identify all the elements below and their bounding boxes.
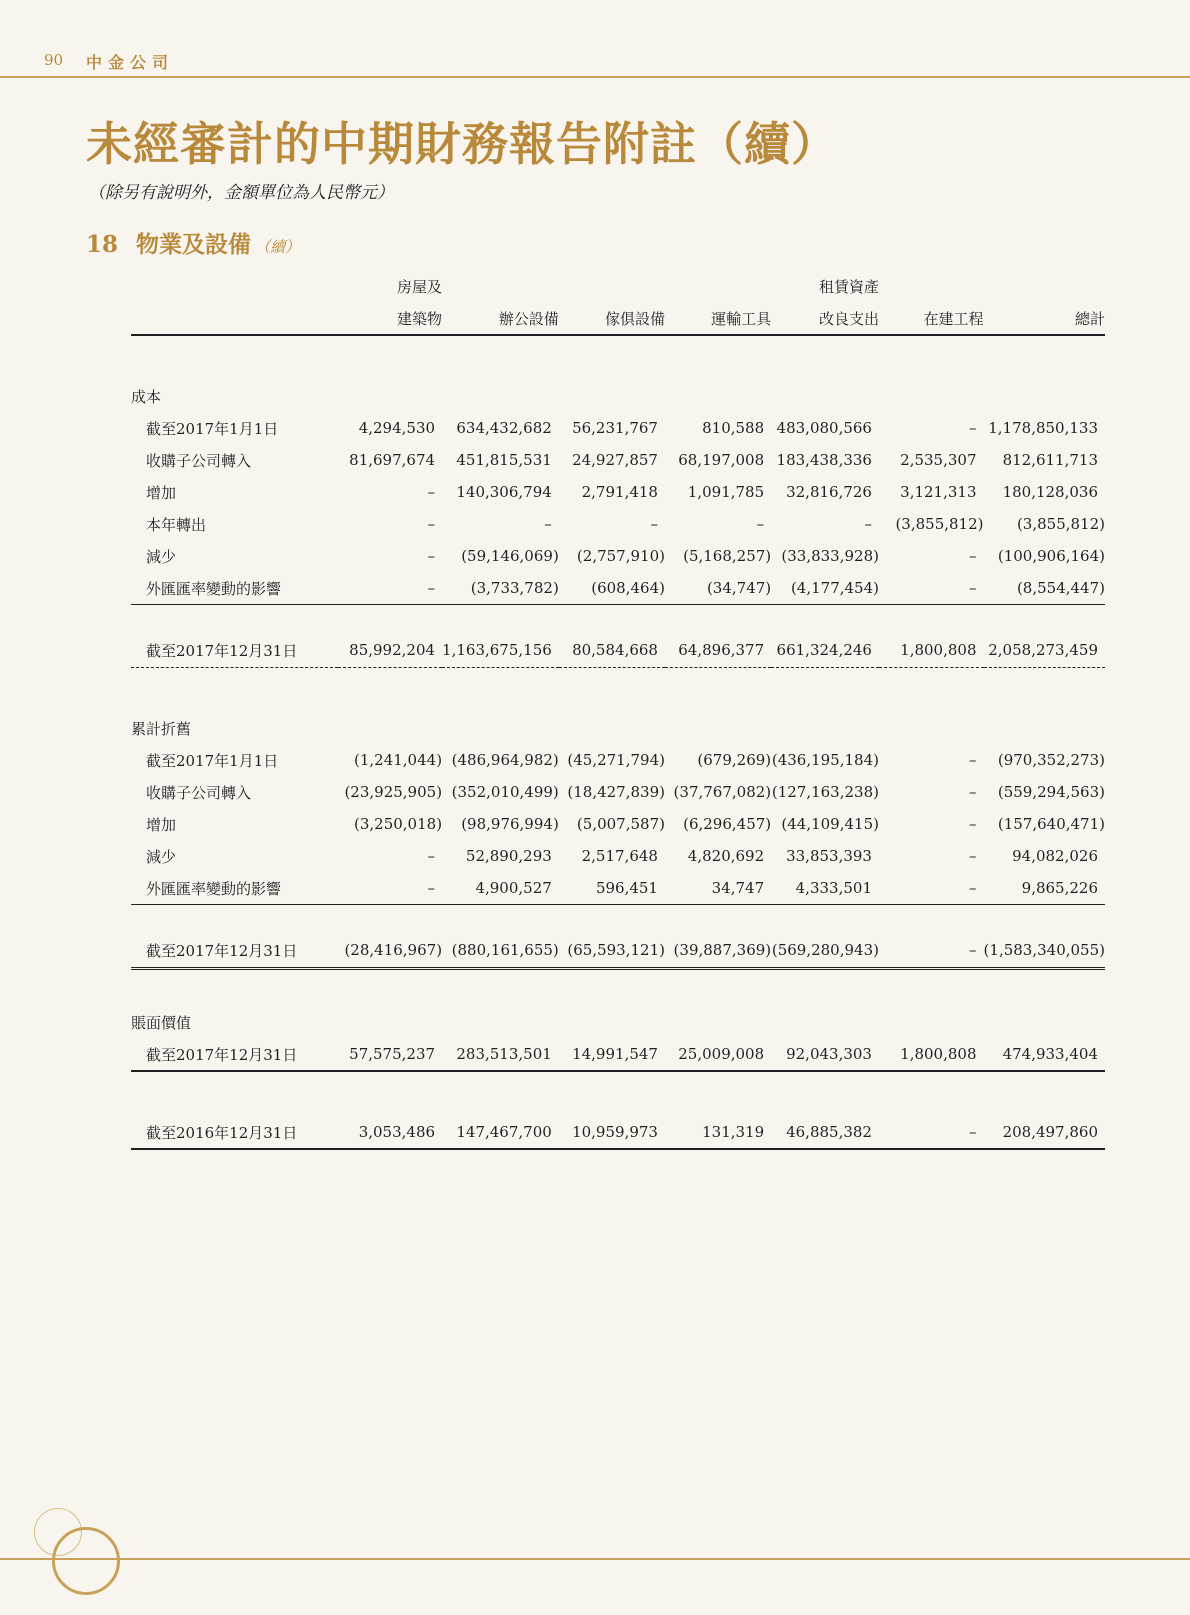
row-label: 增加 [146, 483, 177, 502]
table-cell: (436,195,184) [771, 751, 879, 769]
table-cell: – [427, 515, 436, 533]
table-cell: (679,269) [697, 751, 772, 769]
table-cell: 596,451 [559, 872, 665, 905]
table-row [131, 744, 1105, 776]
table-cell: (127,163,238) [771, 783, 879, 801]
table-cell: 140,306,794 [456, 483, 552, 501]
table-cell: (352,010,499) [451, 783, 559, 801]
table-cell: 4,294,530 [358, 419, 436, 437]
table-cell: 180,128,036 [1002, 483, 1098, 501]
table-cell: 9,865,226 [984, 872, 1106, 905]
page-subtitle: （除另有說明外，金額單位為人民幣元） [88, 183, 394, 203]
table-cell: 2,535,307 [900, 451, 977, 469]
table-cell: (880,161,655) [442, 933, 559, 969]
col-header: 運輸工具 [665, 302, 771, 335]
table-cell: – [969, 419, 977, 437]
table-cell: – [338, 872, 443, 905]
table-cell: 634,432,682 [456, 419, 552, 437]
section-continued: （續） [255, 238, 301, 256]
table-cell: (3,855,812) [1016, 515, 1105, 533]
table-cell: (1,583,340,055) [984, 933, 1106, 969]
table-cell: 14,991,547 [559, 1038, 665, 1071]
row-label: 收購子公司轉入 [146, 783, 252, 802]
table-row [131, 1038, 1105, 1071]
table-cell: 56,231,767 [572, 419, 658, 437]
table-cell: – [969, 547, 977, 565]
table-cell: – [427, 547, 436, 565]
table-cell: (23,925,905) [344, 783, 443, 801]
table-cell: (5,168,257) [683, 547, 772, 565]
row-label: 外匯匯率變動的影響 [131, 872, 338, 905]
table-cell: (28,416,967) [338, 933, 443, 969]
row-label: 截至2017年12月31日 [131, 1038, 338, 1071]
table-row [131, 572, 1105, 605]
section-heading [86, 226, 300, 259]
row-label: 外匯匯率變動的影響 [131, 572, 338, 605]
table-cell: (1,241,044) [354, 751, 443, 769]
table-row [131, 840, 1105, 872]
table-cell: 81,697,674 [349, 451, 436, 469]
table-cell: 3,053,486 [338, 1116, 443, 1149]
table-cell: (100,906,164) [997, 547, 1105, 565]
table-cell: – [879, 572, 984, 605]
row-label: 增加 [146, 815, 177, 834]
table-cell: (608,464) [559, 572, 665, 605]
table-cell: – [650, 515, 658, 533]
row-label: 收購子公司轉入 [146, 451, 252, 470]
table-cell: 52,890,293 [465, 847, 552, 865]
header-rule [0, 76, 1190, 78]
table-row [131, 444, 1105, 476]
table-cell: (4,177,454) [771, 572, 879, 605]
table-cell: (39,887,369) [665, 933, 771, 969]
row-label: 減少 [146, 547, 177, 566]
table-cell: – [969, 815, 977, 833]
table-cell: 85,992,204 [338, 633, 443, 668]
table-cell: 661,324,246 [771, 633, 879, 668]
table-cell: 147,467,700 [442, 1116, 559, 1149]
table-row [131, 872, 1105, 905]
table-cell: 451,815,531 [456, 451, 552, 469]
page-number: 90 [44, 51, 64, 69]
row-label: 截至2016年12月31日 [131, 1116, 338, 1149]
table-cell: 208,497,860 [984, 1116, 1106, 1149]
section-number: 18 [86, 231, 119, 258]
table-cell: – [544, 515, 552, 533]
table-cell: – [427, 483, 436, 501]
col-header: 在建工程 [879, 302, 984, 335]
table-cell: 1,178,850,133 [988, 419, 1098, 437]
table-cell: 810,588 [702, 419, 765, 437]
table-row [131, 476, 1105, 508]
table-cell: 4,820,692 [687, 847, 765, 865]
col-header-line1: 租賃資產 [818, 277, 879, 296]
table-cell: – [969, 847, 977, 865]
table-cell: 4,900,527 [442, 872, 559, 905]
table-row [131, 776, 1105, 808]
table-cell: (157,640,471) [997, 815, 1105, 833]
table-cell: – [969, 751, 977, 769]
company-name: 中金公司 [86, 53, 175, 72]
table-cell: (37,767,082) [673, 783, 772, 801]
column-header-row-2 [131, 302, 1105, 335]
group-heading-book-value: 賬面價值 [131, 1013, 192, 1032]
table-cell: 64,896,377 [665, 633, 771, 668]
row-label: 截至2017年1月1日 [146, 419, 279, 438]
row-label: 截至2017年12月31日 [131, 933, 338, 969]
table-cell: 3,121,313 [900, 483, 977, 501]
table-cell: (6,296,457) [683, 815, 772, 833]
row-label: 截至2017年12月31日 [131, 633, 338, 668]
table-cell: (3,250,018) [354, 815, 443, 833]
table-cell: (34,747) [665, 572, 771, 605]
col-header: 辦公設備 [442, 302, 559, 335]
table-cell: 812,611,713 [1002, 451, 1098, 469]
table-row [131, 808, 1105, 840]
table-row [131, 633, 1105, 668]
table-cell: 94,082,026 [1012, 847, 1098, 865]
page-title: 未經審計的中期財務報告附註（續） [86, 117, 838, 171]
table-cell: 24,927,857 [572, 451, 658, 469]
row-label: 減少 [146, 847, 177, 866]
table-cell: (3,733,782) [442, 572, 559, 605]
table-cell: (44,109,415) [781, 815, 879, 833]
table-cell: 2,791,418 [581, 483, 658, 501]
col-header: 建築物 [338, 302, 443, 335]
table-cell: (59,146,069) [461, 547, 559, 565]
table-cell: 33,853,393 [786, 847, 872, 865]
column-header-row-1 [131, 270, 1105, 302]
table-row [131, 508, 1105, 540]
table-cell: 80,584,668 [559, 633, 665, 668]
table-cell: (45,271,794) [567, 751, 665, 769]
table-cell: 483,080,566 [776, 419, 872, 437]
table-cell: 34,747 [665, 872, 771, 905]
col-header: 傢俱設備 [559, 302, 665, 335]
table-cell: (970,352,273) [997, 751, 1105, 769]
group-heading-depreciation: 累計折舊 [131, 719, 192, 738]
table-cell: 25,009,008 [665, 1038, 771, 1071]
table-cell: (65,593,121) [559, 933, 665, 969]
col-header: 改良支出 [771, 302, 879, 335]
footer-rule [0, 1558, 1190, 1560]
row-label: 截至2017年1月1日 [146, 751, 279, 770]
table-cell: (33,833,928) [781, 547, 879, 565]
table-cell: 1,800,808 [879, 1038, 984, 1071]
table-cell: – [427, 847, 436, 865]
table-row [131, 412, 1105, 444]
table-cell: (486,964,982) [451, 751, 559, 769]
table-cell: (569,280,943) [771, 933, 879, 969]
table-row [131, 540, 1105, 572]
table-cell: 46,885,382 [771, 1116, 879, 1149]
table-cell: 4,333,501 [771, 872, 879, 905]
table-cell: (8,554,447) [984, 572, 1106, 605]
table-cell: (18,427,839) [567, 783, 665, 801]
table-cell: 10,959,973 [559, 1116, 665, 1149]
table-cell: – [756, 515, 765, 533]
table-cell: 32,816,726 [786, 483, 872, 501]
table-cell: (5,007,587) [576, 815, 665, 833]
table-cell: 474,933,404 [984, 1038, 1106, 1071]
table-cell: 57,575,237 [338, 1038, 443, 1071]
row-label: 本年轉出 [146, 515, 207, 534]
table-cell: (3,855,812) [895, 515, 984, 533]
table-cell: 1,091,785 [687, 483, 765, 501]
table-cell: 1,163,675,156 [442, 633, 559, 668]
table-cell: 92,043,303 [771, 1038, 879, 1071]
table-cell: (559,294,563) [997, 783, 1105, 801]
table-cell: – [879, 1116, 984, 1149]
property-equipment-table [131, 270, 1105, 1150]
table-cell: 2,517,648 [581, 847, 658, 865]
table-cell: 2,058,273,459 [984, 633, 1106, 668]
section-title: 物業及設備 [136, 231, 252, 258]
table-cell: 131,319 [665, 1116, 771, 1149]
decorative-ring-icon [52, 1527, 120, 1595]
table-cell: 1,800,808 [879, 633, 984, 668]
col-header: 總計 [984, 302, 1106, 335]
table-cell: – [338, 572, 443, 605]
table-cell: – [969, 783, 977, 801]
table-cell: 68,197,008 [678, 451, 765, 469]
table-cell: – [879, 933, 984, 969]
table-cell: (98,976,994) [461, 815, 559, 833]
table-cell: 183,438,336 [776, 451, 872, 469]
table-row [131, 1116, 1105, 1149]
table-cell: (2,757,910) [576, 547, 665, 565]
table-cell: – [864, 515, 872, 533]
group-heading-cost: 成本 [131, 387, 162, 406]
table-cell: 283,513,501 [442, 1038, 559, 1071]
table-row [131, 933, 1105, 969]
col-header-line1: 房屋及 [397, 277, 443, 296]
table-cell: – [879, 872, 984, 905]
